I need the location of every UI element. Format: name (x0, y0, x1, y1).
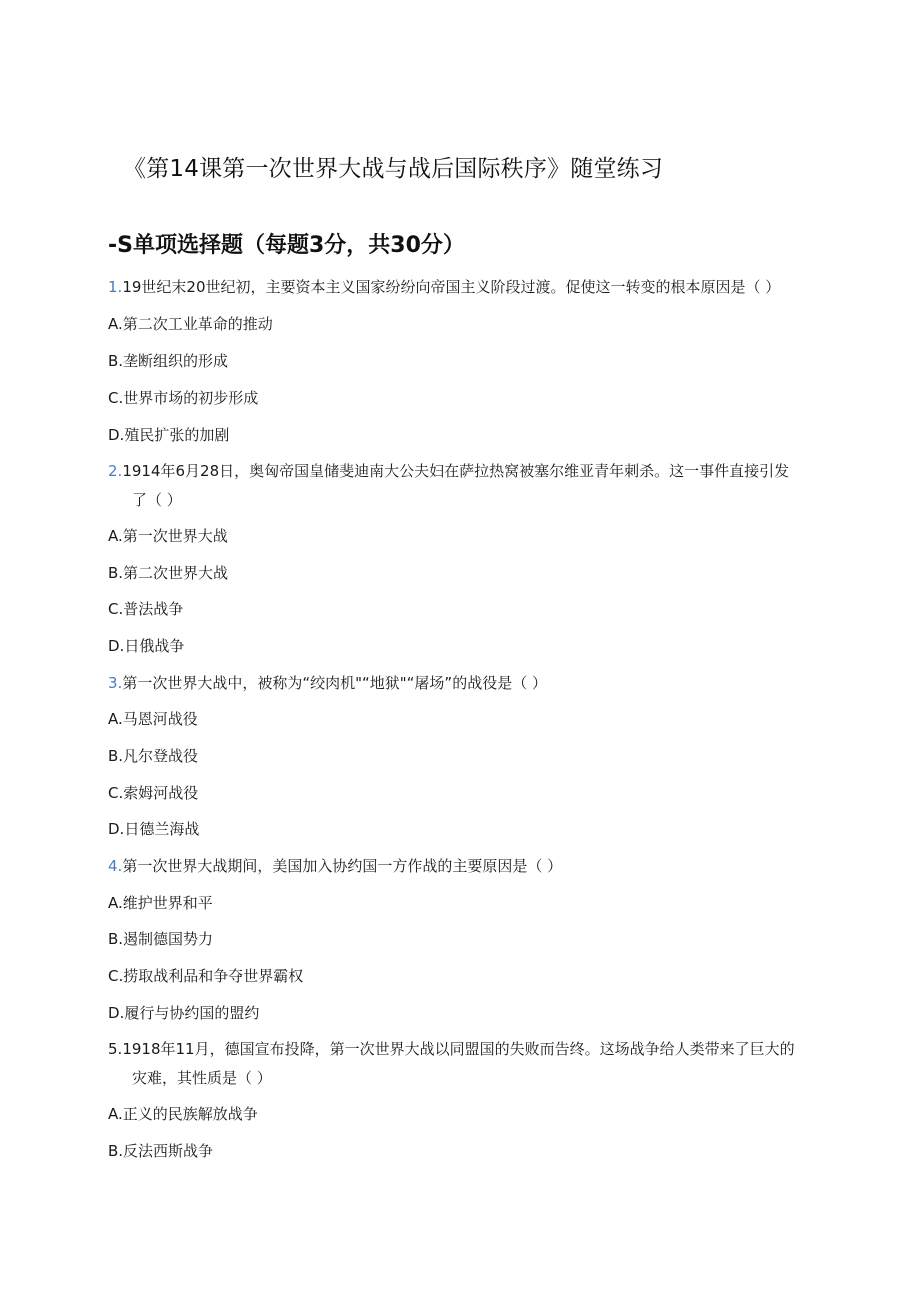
question-4-text: 第一次世界大战期间，美国加入协约国一方作战的主要原因是（ ） (122, 857, 563, 875)
question-1-option-c: C.世界市场的初步形成 (108, 389, 259, 407)
question-2-option-d: D.日俄战争 (108, 637, 185, 655)
question-1-text: 19世纪末20世纪初，主要资本主义国家纷纷向帝国主义阶段过渡。促使这一转变的根本原因是（ ） (122, 278, 781, 296)
question-4-option-b: B.遏制德国势力 (108, 930, 214, 948)
question-5 (108, 1038, 795, 1059)
section-heading: -S单项选择题（每题3分，共30分） (108, 233, 465, 258)
question-1-number: 1. (108, 278, 123, 296)
question-4-option-d: D.履行与协约国的盟约 (108, 1004, 260, 1022)
question-3-number: 3. (108, 674, 123, 692)
question-3-option-b: B.凡尔登战役 (108, 747, 199, 765)
question-5-option-b: B.反法西斯战争 (108, 1142, 214, 1160)
question-1-option-d: D.殖民扩张的加剧 (108, 426, 230, 444)
question-5-number: 5. (108, 1040, 123, 1058)
question-3-option-d: D.日德兰海战 (108, 820, 200, 838)
question-5-option-a: A.正义的民族解放战争 (108, 1105, 258, 1123)
question-2-continuation: 了（ ） (132, 491, 182, 509)
document-title: 《第14课第一次世界大战与战后国际秩序》随堂练习 (123, 156, 664, 182)
question-4 (108, 855, 562, 876)
question-5-text: 1918年11月，德国宣布投降，第一次世界大战以同盟国的失败而告终。这场战争给人类带来了巨大的 (122, 1040, 795, 1058)
question-2-option-c: C.普法战争 (108, 600, 184, 618)
question-1-option-a: A.第二次工业革命的推动 (108, 315, 273, 333)
question-3 (108, 672, 547, 693)
question-2-option-b: B.第二次世界大战 (108, 564, 229, 582)
question-4-number: 4. (108, 857, 123, 875)
question-5-continuation: 灾难，其性质是（ ） (132, 1069, 272, 1087)
question-3-text: 第一次世界大战中，被称为“绞肉机"“地狱"“屠场”的战役是（ ） (122, 674, 547, 692)
question-2-text: 1914年6月28日，奥匈帝国皇储斐迪南大公夫妇在萨拉热窝被塞尔维亚青年刺杀。这一事件直接引发 (122, 462, 790, 480)
question-4-option-a: A.维护世界和平 (108, 894, 213, 912)
question-2-option-a: A.第一次世界大战 (108, 527, 228, 545)
question-3-option-c: C.索姆河战役 (108, 784, 199, 802)
question-1-option-b: B.垄断组织的形成 (108, 352, 229, 370)
question-2-number: 2. (108, 462, 123, 480)
question-1 (108, 276, 780, 297)
question-3-option-a: A.马恩河战役 (108, 710, 198, 728)
question-2 (108, 460, 789, 481)
question-4-option-c: C.捞取战利品和争夺世界霸权 (108, 967, 304, 985)
